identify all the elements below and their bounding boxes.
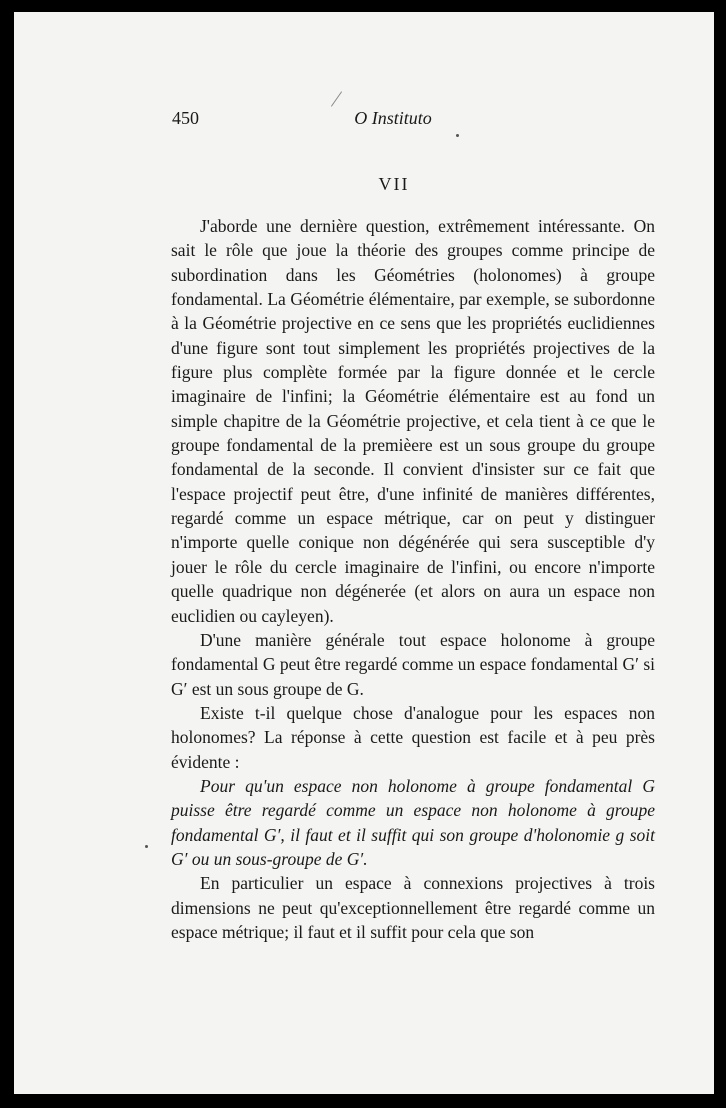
print-speck xyxy=(145,845,148,848)
print-speck xyxy=(456,134,459,137)
body-text xyxy=(171,214,655,944)
paragraph: D'une manière générale tout espace holonome à groupe fondamental G peut être regardé comme un espace fondamental G′ si G′ est un sous groupe de G. xyxy=(171,629,655,699)
print-speck xyxy=(331,91,342,106)
theorem-paragraph: Pour qu'un espace non holonome à groupe fondamental G puisse être regardé comme un espace non holonome à groupe fondamental G′, il faut et il suffit qui son groupe d'holonomie g soit G′ ou un sous-groupe de G′. xyxy=(171,775,655,869)
paragraph: J'aborde une dernière question, extrêmement intéressante. On sait le rôle que joue la théorie des groupes comme principe de subordination dans les Géométries (holonomes) à groupe fondamental. La Géométrie élémentaire, par exemple, se subordonne à la Géométrie projective en ce sens que les propriétés euclidiennes d'une figure sont tout simplement les propriétés projectives de la figure plus complète formée par la figure donnée et le cercle imaginaire de l'infini; la Géométrie élémentaire est au fond un simple chapitre de la Géométrie projective, et cela tient à ce que le groupe fondamental de la premièere est un sous groupe du groupe fondamental de la seconde. Il convient d'insister sur ce fait que l'espace projectif peut être, d'une infinité de manières différentes, regardé comme un espace métrique, car on peut y distinguer n'importe quelle conique non dégénérée qui sera susceptible d'y jouer le rôle du cercle imaginaire de l'infini, ou encore n'importe quelle quadrique non dégénerée (et alors on aura un espace non euclidien ou cayleyen). xyxy=(171,216,655,626)
page-number: 450 xyxy=(172,108,199,128)
section-number: VII xyxy=(378,174,410,194)
running-title: O Instituto xyxy=(354,108,432,128)
document-page xyxy=(14,12,714,1094)
paragraph: En particulier un espace à connexions projectives à trois dimensions ne peut qu'exceptionnellement être regardé comme un espace métrique; il faut et il suffit pour cela que son xyxy=(171,873,655,942)
paragraph: Existe t-il quelque chose d'analogue pour les espaces non holonomes? La réponse à cette question est facile et à peu près évidente : xyxy=(171,702,655,772)
page-header xyxy=(14,108,714,130)
